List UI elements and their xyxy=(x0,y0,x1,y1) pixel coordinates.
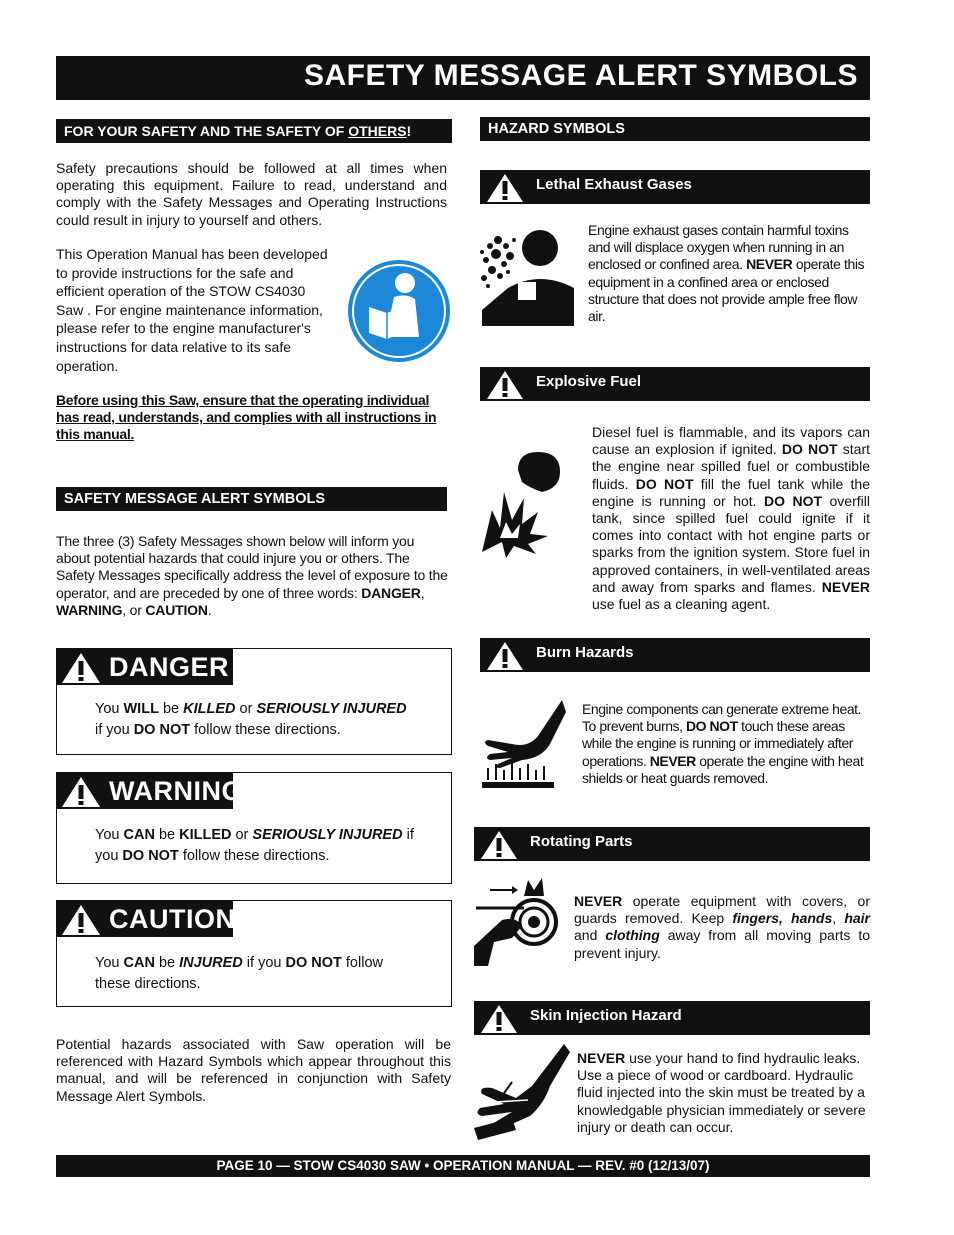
skin-text xyxy=(577,1050,870,1136)
safety-header xyxy=(56,119,452,143)
page-title: SAFETY MESSAGE ALERT SYMBOLS xyxy=(56,56,870,100)
t: Engine components can generate extreme heat. To prevent burns, xyxy=(582,701,862,735)
alert-triangle-icon xyxy=(61,904,101,936)
alert-triangle-icon xyxy=(480,830,518,860)
exhaust-gas-icon xyxy=(478,226,582,326)
t: these directions. xyxy=(95,976,201,992)
t: be xyxy=(154,827,180,843)
caution-text xyxy=(95,953,383,995)
fuel-text xyxy=(592,424,870,613)
t: operate equipment with covers, or guards removed. Keep xyxy=(574,893,870,927)
skin-bar xyxy=(474,1001,870,1035)
exhaust-label: Lethal Exhaust Gases xyxy=(536,176,692,193)
manual-paragraph: This Operation Manual has been developed to provide instructions for the safe and efficient operation of the STOW CS4030 Saw . For engine maintenance information, please refer to the engine manufacturer's instructions for data relative to its safe operation. xyxy=(56,246,328,374)
t: use your hand to find hydraulic leaks. Use a piece of wood or cardboard. Hydraulic fluid injected into the skin must be treated by a knowledgable physician immediately or severe injury or death can occur. xyxy=(577,1050,866,1135)
exhaust-bar xyxy=(480,170,870,204)
danger-word: DANGER xyxy=(109,652,230,682)
t: DO NOT xyxy=(285,955,342,971)
burn-hand-icon xyxy=(478,696,574,792)
t: if you xyxy=(95,722,134,738)
t: DO NOT xyxy=(133,722,191,738)
burn-label: Burn Hazards xyxy=(536,644,634,661)
t: or xyxy=(231,827,253,843)
word-warning: WARNING xyxy=(56,601,123,618)
t: be xyxy=(158,701,184,717)
t: fingers, hands xyxy=(732,910,833,927)
t: follow these directions. xyxy=(178,848,330,864)
warning-word: WARNING xyxy=(109,776,243,806)
t: follow these directions. xyxy=(190,722,341,738)
t: NEVER xyxy=(574,893,623,909)
alert-triangle-icon xyxy=(480,1004,518,1034)
manual-reader-icon xyxy=(347,259,451,363)
fuel-bar xyxy=(480,367,870,401)
t: clothing xyxy=(605,927,660,944)
t: start the engine near spilled fuel or combustible fluids. xyxy=(592,441,870,492)
t: if xyxy=(402,827,414,843)
danger-message-box xyxy=(56,648,452,755)
t: NEVER xyxy=(821,578,870,595)
t: NEVER xyxy=(649,752,696,769)
sep2: , or xyxy=(122,601,146,618)
t: SERIOUSLY INJURED xyxy=(256,701,407,717)
caution-message-box xyxy=(56,900,452,1007)
t: Diesel fuel is flammable, and its vapors can cause an explosion if ignited. xyxy=(592,424,870,458)
caution-word: CAUTION xyxy=(109,904,236,934)
t: INJURED xyxy=(179,955,243,971)
warning-text xyxy=(95,825,414,867)
safety-header-underlined: OTHERS xyxy=(348,123,407,139)
page-footer: PAGE 10 — STOW CS4030 SAW • OPERATION MANUAL — REV. #0 (12/13/07) xyxy=(56,1155,870,1177)
t: DO NOT xyxy=(685,718,738,735)
t: DO NOT xyxy=(635,475,694,492)
exhaust-text xyxy=(588,222,870,325)
t: be xyxy=(154,955,180,971)
caution-header xyxy=(57,901,236,937)
t: DO NOT xyxy=(122,848,179,864)
rotating-text xyxy=(574,893,870,962)
explosion-icon xyxy=(478,448,578,558)
safety-header-text: FOR YOUR SAFETY AND THE SAFETY OF xyxy=(64,123,349,139)
alert-triangle-icon xyxy=(61,652,101,684)
t: NEVER xyxy=(746,256,793,273)
sep1: , xyxy=(420,584,425,601)
t: CAN xyxy=(123,827,155,843)
t: operate the engine with heat shields or heat guards removed. xyxy=(582,752,864,786)
t: , xyxy=(832,910,845,927)
hazard-symbols-header: HAZARD SYMBOLS xyxy=(480,117,870,141)
t: You xyxy=(95,955,124,971)
rotating-bar xyxy=(474,827,870,861)
t: Engine exhaust gases contain harmful toxins and will displace oxygen when running in an enclosed or confined area. xyxy=(588,222,849,273)
t: you xyxy=(95,848,123,864)
danger-text xyxy=(95,699,407,741)
t: You xyxy=(95,827,124,843)
potential-hazards-paragraph: Potential hazards associated with Saw operation will be referenced with Hazard Symbols which appear throughout this manual, and will be referenced in conjunction with Safety Message Alert Symbols. xyxy=(56,1036,451,1104)
skin-label: Skin Injection Hazard xyxy=(530,1007,682,1024)
t: operate this equipment in a confined area or enclosed structure that does not provide ample free flow air. xyxy=(588,256,865,325)
t: fill the fuel tank while the engine is running or hot. xyxy=(592,475,870,509)
rotating-parts-icon xyxy=(472,876,568,972)
t: DO NOT xyxy=(781,441,838,458)
t: You xyxy=(95,701,124,717)
t: away from all moving parts to prevent injury. xyxy=(574,927,871,961)
burn-text xyxy=(582,701,870,787)
three-messages-paragraph xyxy=(56,533,448,619)
end-period: . xyxy=(207,601,212,618)
t: or xyxy=(235,701,257,717)
danger-header xyxy=(57,649,233,685)
safety-header-end: ! xyxy=(406,123,412,139)
three-messages-text: The three (3) Safety Messages shown below will inform you about potential hazards that could injure you or others. The Safety Messages specifically address the level of exposure to the operator, and are preceded by one of three words: xyxy=(56,533,448,601)
t: touch these areas while the engine is running or immediately after operations. xyxy=(582,718,853,769)
t: KILLED xyxy=(183,701,236,717)
t: WILL xyxy=(123,701,159,717)
alert-triangle-icon xyxy=(486,641,524,671)
word-danger: DANGER xyxy=(361,584,421,601)
t: KILLED xyxy=(179,827,232,843)
alert-triangle-icon xyxy=(486,173,524,203)
skin-injection-icon xyxy=(472,1042,572,1142)
t: DO NOT xyxy=(764,492,823,509)
t: follow xyxy=(341,955,383,971)
t: if you xyxy=(242,955,286,971)
before-using-note: Before using this Saw, ensure that the operating individual has read, understands, and complies with all instructions in this manual. xyxy=(56,392,437,443)
alert-triangle-icon xyxy=(61,776,101,808)
t: CAN xyxy=(123,955,155,971)
t: NEVER xyxy=(577,1050,626,1066)
burn-bar xyxy=(480,638,870,672)
rotating-label: Rotating Parts xyxy=(530,833,633,850)
alert-symbols-header: SAFETY MESSAGE ALERT SYMBOLS xyxy=(56,487,447,511)
t: SERIOUSLY INJURED xyxy=(252,827,403,843)
t: use fuel as a cleaning agent. xyxy=(592,596,771,613)
alert-triangle-icon xyxy=(486,370,524,400)
warning-message-box xyxy=(56,772,452,884)
intro-paragraph: Safety precautions should be followed at all times when operating this equipment. Failure to read, understand and comply with the Safety Messages and Operating Instructions could result in injury to yourself and others. xyxy=(56,160,447,228)
fuel-label: Explosive Fuel xyxy=(536,373,642,390)
word-caution: CAUTION xyxy=(145,601,208,618)
t: hair xyxy=(844,910,871,927)
t: and xyxy=(574,927,606,944)
warning-header xyxy=(57,773,243,809)
t: overfill tank, since spilled fuel could ignite if it comes into contact with hot engine parts or sparks from the ignition system. Store fuel in approved containers, in well-ventilated areas and away from sparks and flames. xyxy=(592,492,870,595)
